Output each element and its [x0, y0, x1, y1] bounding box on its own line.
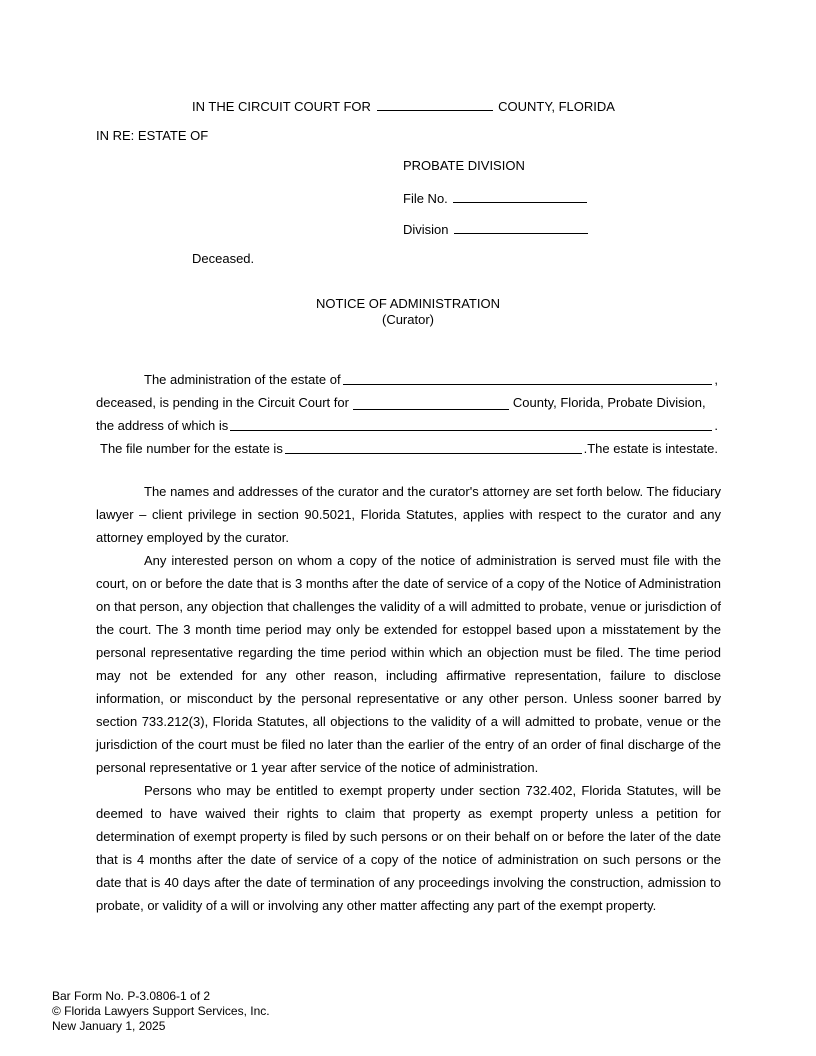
file-no-field — [403, 189, 589, 206]
paragraph-objections: Any interested person on whom a copy of the notice of administration is served must file with the court, on or before the date that is 3 months after the date of service of a copy of the Notice of Administration on that person, any objection that challenges the validity of a will admitted to probate, venue or jurisdiction of the court. The 3 month time period may only be extended for estoppel based upon a misstatement by the personal representative regarding the time period within which an objection must be filed. The time period may not be extended for any other reason, including affirmative representation, failure to disclose information, or misconduct by the personal representative or any other person. Unless sooner barred by section 733.212(3), Florida Statutes, all objections to the validity of a will admitted to probate, venue or the jurisdiction of the court must be filed no later than the earlier of the entry of an order of final discharge of the personal representative or 1 year after service of the notice of administration. — [96, 553, 721, 775]
title-main: NOTICE OF ADMINISTRATION — [316, 296, 500, 311]
court-suffix: COUNTY, FLORIDA — [498, 99, 615, 114]
file-no-blank[interactable] — [453, 189, 587, 203]
document-title — [0, 296, 816, 328]
estate-name-suffix: , — [714, 372, 718, 387]
court-heading — [192, 97, 615, 114]
file-no-label: File No. — [403, 191, 448, 206]
file-number-blank[interactable] — [285, 441, 582, 454]
division-blank[interactable] — [454, 220, 588, 234]
circuit-county-blank[interactable] — [353, 396, 509, 410]
probate-division: PROBATE DIVISION — [403, 158, 525, 173]
paragraph-exempt-property: Persons who may be entitled to exempt property under section 732.402, Florida Statutes, will be deemed to have waived their rights to claim that property as exempt property unless a petition for determination of exempt property is filed by such persons or on their behalf on or before the later of the date that is 4 months after the date of service of a copy of the notice of administration on such persons or the date that is 40 days after the date of termination of any proceedings involving the construction, admission to probate, or validity of a will or involving any other matter affecting any part of the exempt property. — [96, 783, 721, 913]
notice-body — [96, 480, 721, 917]
file-number-prefix: The file number for the estate is — [100, 441, 283, 456]
court-address-suffix: . — [714, 418, 718, 433]
paragraph-curator-privilege: The names and addresses of the curator and the curator's attorney are set forth below. The fiduciary lawyer – client privilege in section 90.5021, Florida Statutes, applies with respect to the curator and any attorney employed by the curator. — [96, 484, 721, 545]
court-address-prefix: the address of which is — [96, 418, 229, 433]
estate-name-prefix: The administration of the estate of — [144, 372, 341, 387]
circuit-court-prefix: deceased, is pending in the Circuit Court for — [96, 395, 349, 410]
court-address-line — [96, 418, 718, 433]
file-number-suffix: .The estate is intestate. — [583, 441, 718, 456]
circuit-court-suffix: County, Florida, Probate Division, — [512, 395, 706, 410]
estate-name-line — [144, 372, 718, 387]
in-re-estate: IN RE: ESTATE OF — [96, 128, 209, 143]
deceased-label: Deceased. — [192, 251, 255, 266]
footer-date: New January 1, 2025 — [52, 1019, 166, 1033]
form-footer — [52, 989, 270, 1034]
footer-form-no: Bar Form No. P-3.0806-1 of 2 — [52, 989, 211, 1003]
file-number-line — [100, 441, 718, 456]
estate-name-blank[interactable] — [343, 372, 713, 385]
division-label: Division — [403, 222, 449, 237]
county-blank[interactable] — [377, 97, 493, 111]
division-field — [403, 220, 590, 237]
court-address-blank[interactable] — [230, 418, 712, 431]
title-sub: (Curator) — [381, 312, 434, 327]
circuit-court-line — [96, 395, 718, 410]
court-prefix: IN THE CIRCUIT COURT FOR — [192, 99, 371, 114]
footer-copyright: © Florida Lawyers Support Services, Inc. — [52, 1004, 270, 1018]
